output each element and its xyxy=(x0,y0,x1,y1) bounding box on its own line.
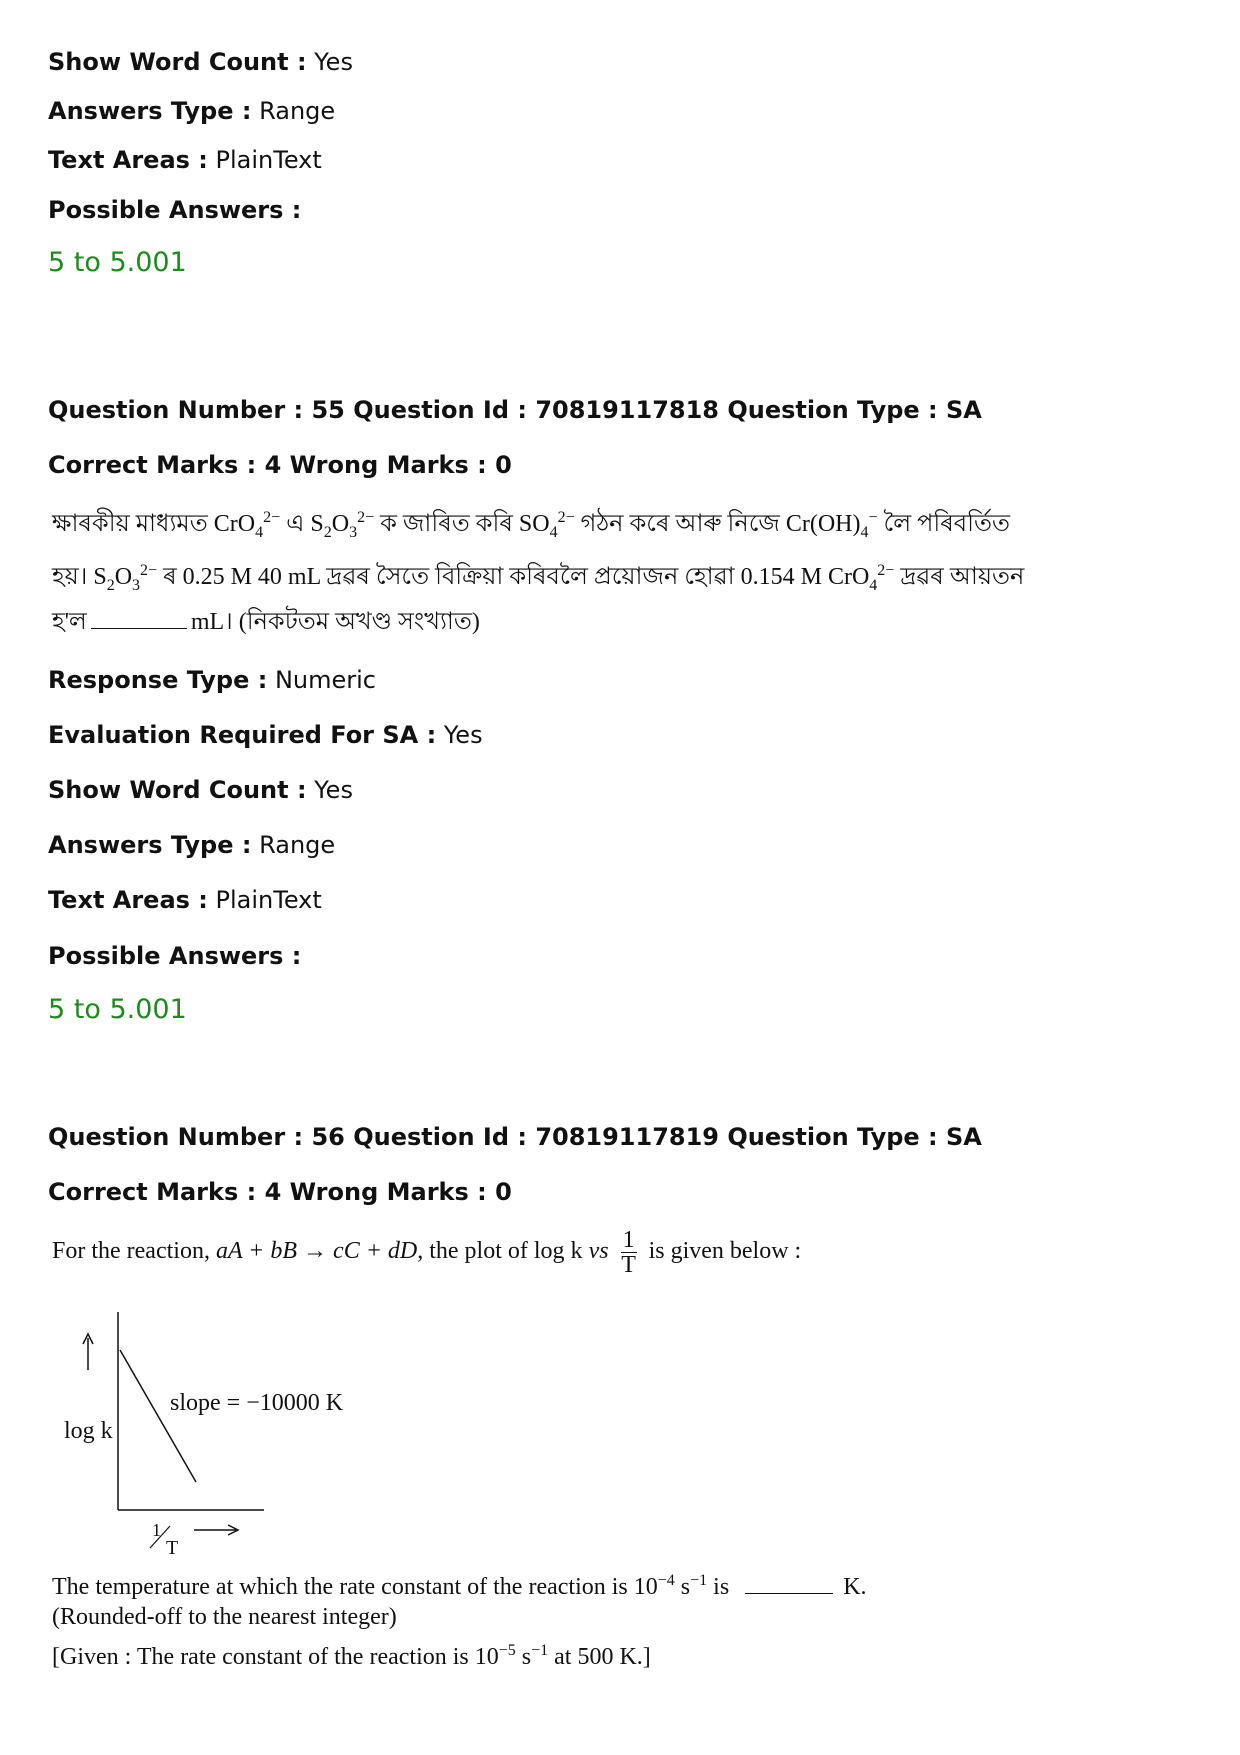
answer-blank xyxy=(745,1593,833,1594)
q55-text-areas: Text Areas : PlainText xyxy=(48,886,322,914)
one-over-t-fraction: $\frac{1}{T}$ xyxy=(621,1227,636,1278)
x-label-denominator: T xyxy=(166,1537,179,1559)
y-axis-label: log k xyxy=(64,1418,113,1444)
q56-intro: For the reaction, aA + bB → cC + dD, the plot of log k vs $\frac{1}{T}$ is given below : xyxy=(52,1227,802,1278)
q55-text-line1: ক্ষাৰকীয় মাধ্যমত CrO$_4^{2-}$ এ $S_2O_3^{2-}$ ক জাৰিত কৰি $SO_4^{2-}$ গঠন কৰে আৰু নিজে $Cr(OH)_4^-$ লৈ পৰিবৰ্তিত xyxy=(52,509,1011,541)
q56-marks: Correct Marks : 4 Wrong Marks : 0 xyxy=(48,1178,512,1206)
log-k-vs-inverse-t-plot xyxy=(52,1300,372,1560)
q56-question-line1: The temperature at which the rate constant of the reaction is $10^{-4}$ $s^{-1}$ is K. xyxy=(52,1572,867,1600)
q55-possible-answer: 5 to 5.001 xyxy=(48,994,187,1025)
prev-possible-answer: 5 to 5.001 xyxy=(48,247,187,278)
q55-answers-type: Answers Type : Range xyxy=(48,831,336,859)
slope-label: slope = −10000 K xyxy=(170,1390,344,1416)
q55-show-word-count: Show Word Count : Yes xyxy=(48,776,353,804)
plot-line xyxy=(120,1350,196,1482)
x-label-numerator: 1 xyxy=(152,1520,161,1540)
q55-marks: Correct Marks : 4 Wrong Marks : 0 xyxy=(48,451,512,479)
prev-text-areas: Text Areas : PlainText xyxy=(48,146,322,174)
q55-response-type: Response Type : Numeric xyxy=(48,666,376,694)
prev-show-word-count: Show Word Count : Yes xyxy=(48,48,353,76)
q56-question-line3: [Given : The rate constant of the reaction is $10^{-5}$ $s^{-1}$ at 500 K.] xyxy=(52,1642,651,1670)
prev-possible-answers-label: Possible Answers : xyxy=(48,196,302,224)
answer-blank xyxy=(91,628,187,629)
q55-eval: Evaluation Required For SA : Yes xyxy=(48,721,483,749)
q55-text-line2: হয়। $S_2O_3^{2-}$ ৰ 0.25 M 40 mL দ্ৰৱৰ সৈতে বিক্ৰিয়া কৰিবলৈ প্ৰয়োজন হোৱা 0.154 M CrO$_4^{2-}$ দ্ৰৱৰ আয়তন xyxy=(52,562,1025,594)
q56-question-line2: (Rounded-off to the nearest integer) xyxy=(52,1604,397,1630)
q55-possible-answers-label: Possible Answers : xyxy=(48,942,302,970)
prev-answers-type: Answers Type : Range xyxy=(48,97,336,125)
q55-text-line3: হ'ল mL। (নিকটতম অখণ্ড সংখ্যাত) xyxy=(52,609,480,635)
q55-header: Question Number : 55 Question Id : 70819117818 Question Type : SA xyxy=(48,396,982,424)
q56-header: Question Number : 56 Question Id : 70819117819 Question Type : SA xyxy=(48,1123,982,1151)
